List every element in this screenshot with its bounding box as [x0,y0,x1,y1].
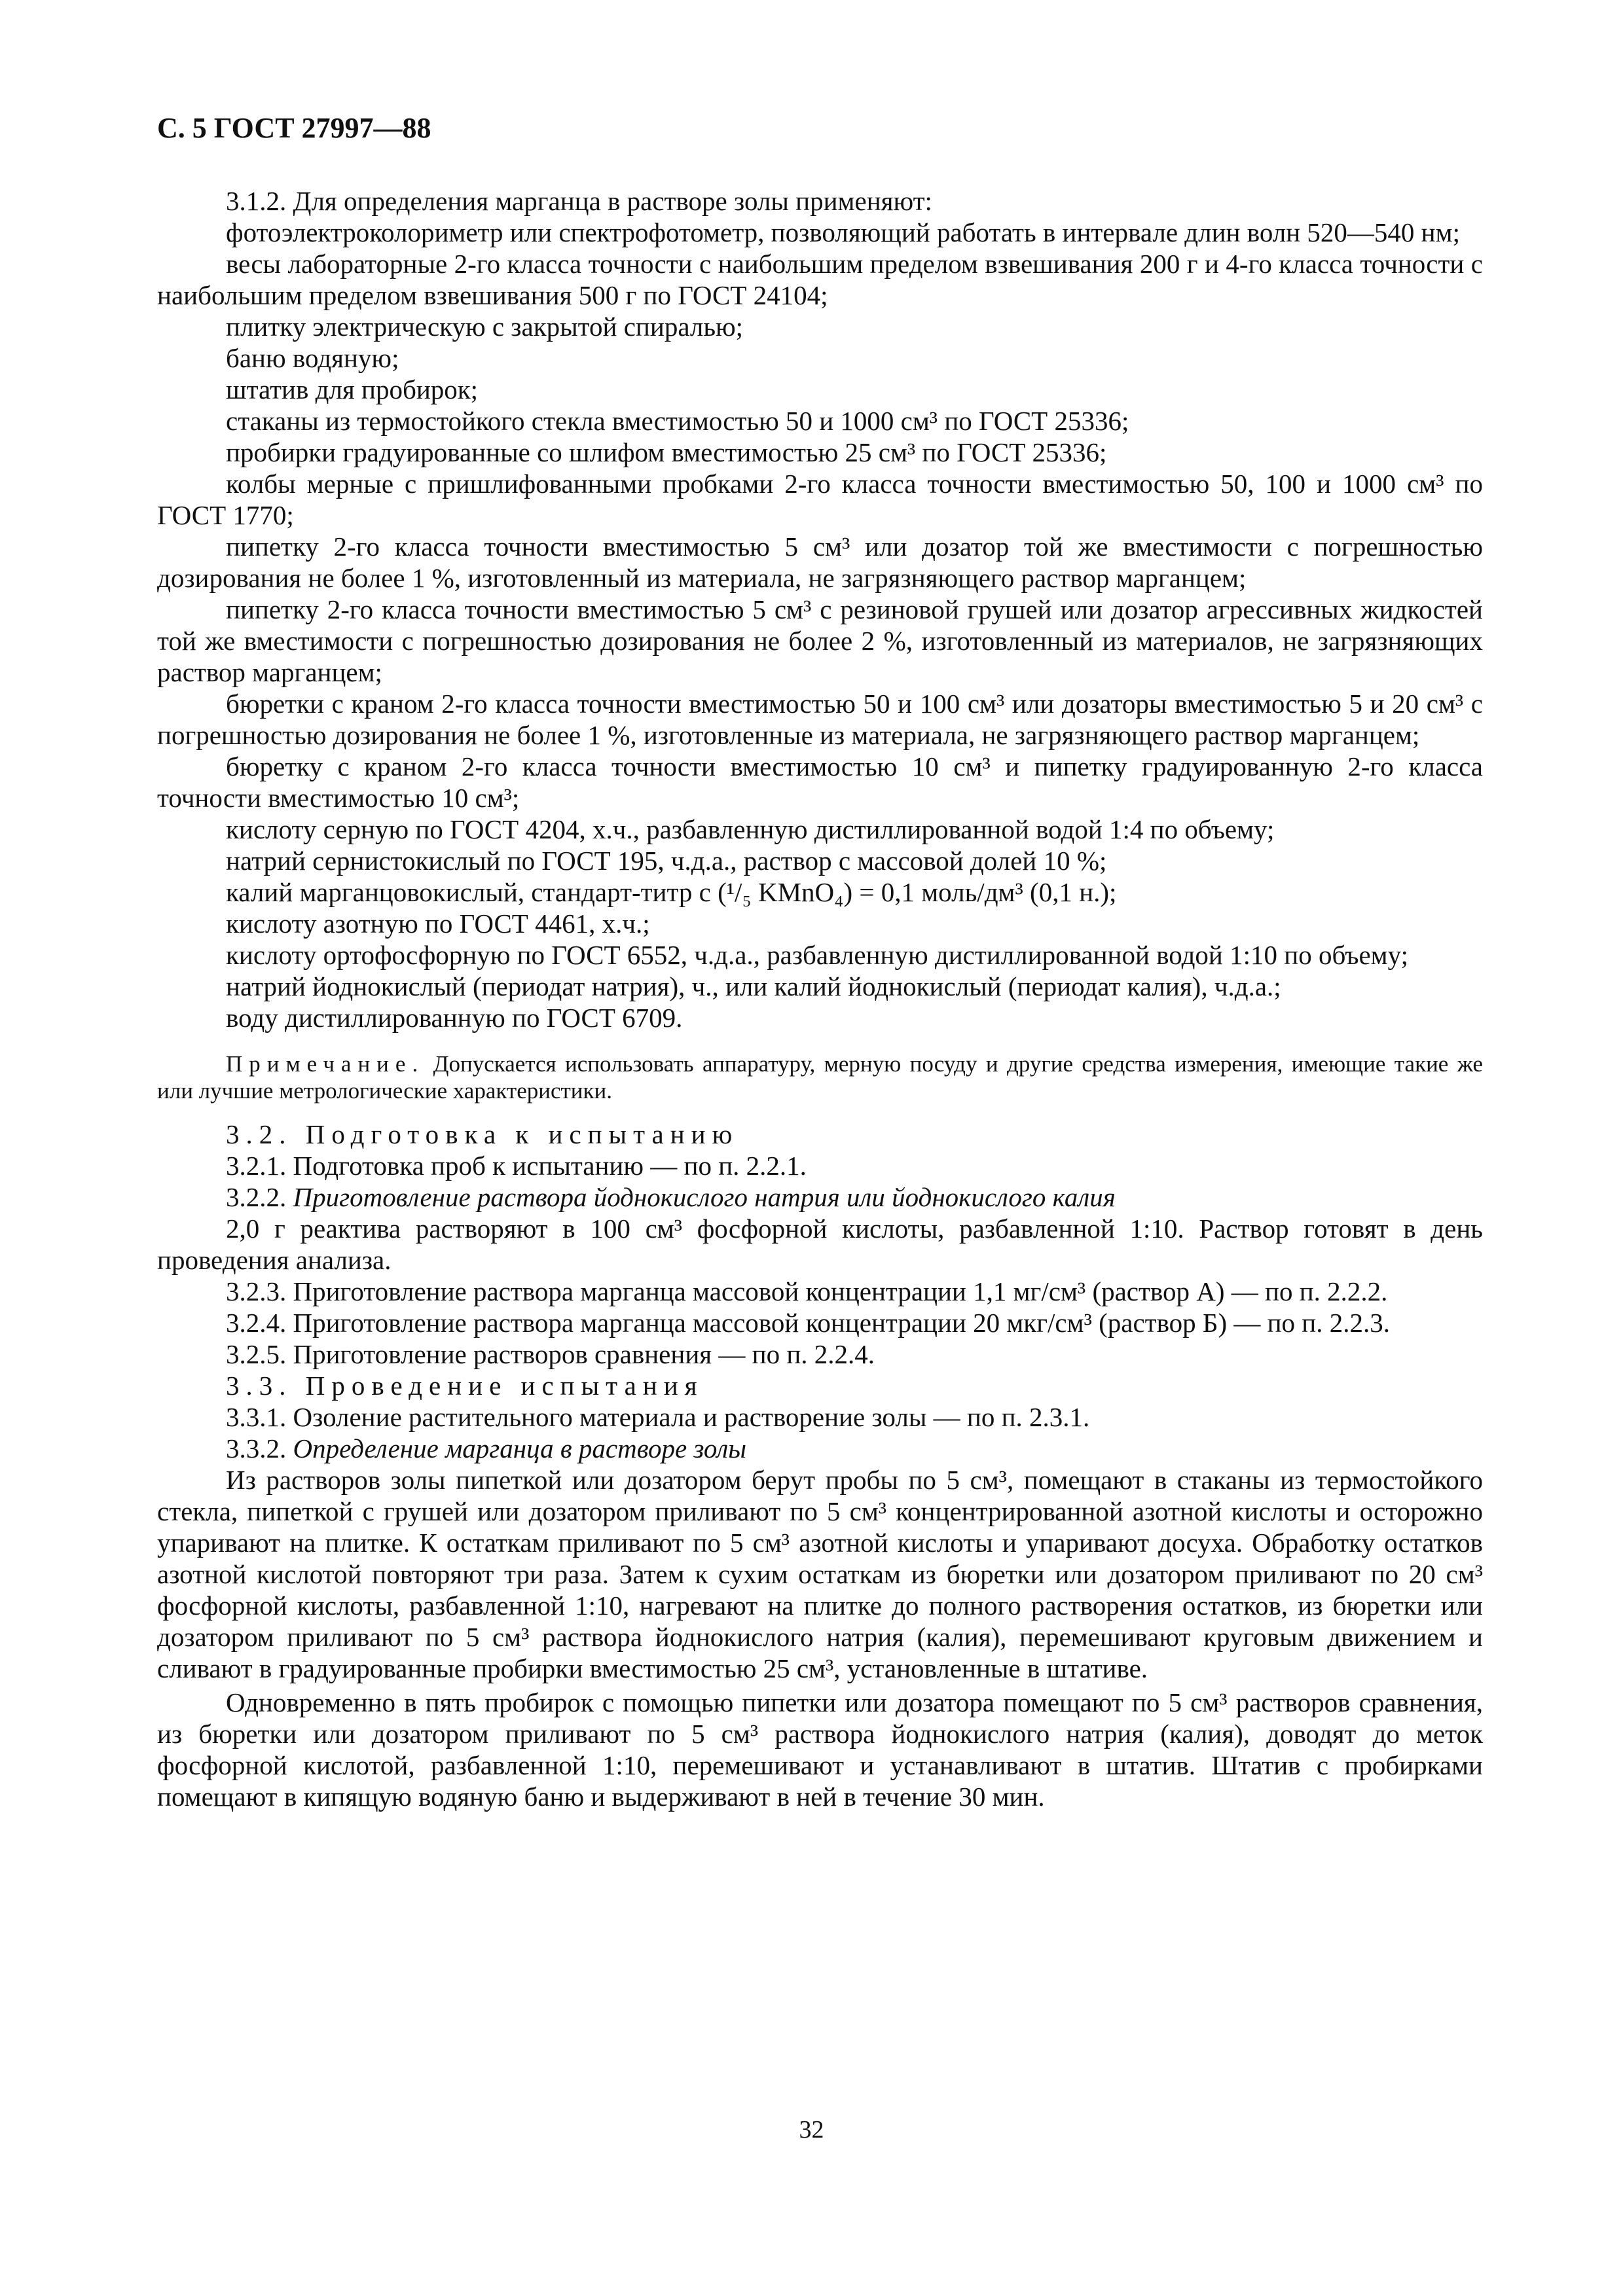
list-item: натрий сернистокислый по ГОСТ 195, ч.д.а., раствор с массовой долей 10 %; [226,846,1107,876]
equipment-list [157,217,1483,1033]
list-item: фотоэлектроколориметр или спектрофотометр, позволяющий работать в интервале длин волн 520—540 нм; [226,217,1460,247]
page-header: С. 5 ГОСТ 27997—88 [157,112,431,144]
paragraph-3-2-4: 3.2.4. Приготовление раствора марганца массовой концентрации 20 мкг/см³ (раствор Б) — по п. 2.2.3. [226,1308,1390,1338]
list-item: натрий йоднокислый (периодат натрия), ч., или калий йоднокислый (периодат калия), ч.д.а.; [226,971,1281,1001]
section-heading [157,1119,1483,1150]
list-item: бюретку с краном 2-го класса точности вместимостью 10 см³ и пипетку градуированную 2-го класса точности вместимостью 10 см³; [157,751,1483,813]
paragraph-3-2-1: 3.2.1. Подготовка проб к испытанию — по п. 2.2.1. [226,1151,807,1181]
paragraph-title: Определение марганца в растворе золы [293,1433,746,1463]
paragraph-3-3-2 [157,1433,1483,1464]
list-item: кислоту ортофосфорную по ГОСТ 6552, ч.д.а., разбавленную дистиллированной водой 1:10 по объему; [226,940,1408,970]
paragraph-3-2-2-body: 2,0 г реактива растворяют в 100 см³ фосфорной кислоты, разбавленной 1:10. Раствор готовят в день проведения анализа. [157,1213,1483,1275]
list-item: стаканы из термостойкого стекла вместимостью 50 и 1000 см³ по ГОСТ 25336; [226,406,1129,436]
list-item: кислоту серную по ГОСТ 4204, х.ч., разбавленную дистиллированной водой 1:4 по объему; [226,814,1275,844]
section-heading [157,1370,1483,1401]
list-item: пипетку 2-го класса точности вместимостью 5 см³ или дозатор той же вместимости с погрешностью дозирования не более 1 %, изготовленный из материала, не загрязняющего раствор марганцем; [157,531,1483,593]
note-text: Допускается использовать аппаратуру, мерную посуду и другие средства измерения, имеющие такие же или лучшие метрологические характеристики. [157,1051,1483,1103]
list-item: калий марганцовокислый, стандарт-титр c (¹/₅ KMnO₄) = 0,1 моль/дм³ (0,1 н.); [226,877,1117,907]
section-3-3-title: 3.3. Проведение испытания [226,1371,704,1401]
paragraph-3-3-1: 3.3.1. Озоление растительного материала и растворение золы — по п. 2.3.1. [226,1402,1090,1432]
list-intro: 3.1.2. Для определения марганца в растворе золы применяют: [226,186,932,216]
list-item: воду дистиллированную по ГОСТ 6709. [226,1003,683,1033]
section-3-2-title: 3.2. Подготовка к испытанию [226,1119,739,1149]
list-item: баню водяную; [226,343,399,373]
paragraph-3-2-5: 3.2.5. Приготовление растворов сравнения — по п. 2.2.4. [226,1339,875,1369]
list-item: пипетку 2-го класса точности вместимостью 5 см³ с резиновой грушей или дозатор агрессивных жидкостей той же вместимости с погрешностью дозирования не более 2 %, изготовленный из материалов, не загрязняющих раствор марганцем; [157,594,1483,687]
list-item: колбы мерные с пришлифованными пробками 2-го класса точности вместимостью 50, 100 и 1000 см³ по ГОСТ 1770; [157,469,1483,530]
list-item: штатив для пробирок; [226,374,479,404]
document-page [157,111,1483,1812]
paragraph-3-2-2 [157,1181,1483,1213]
page-number: 32 [799,2116,824,2144]
paragraph-number: 3.3.2. [226,1433,293,1463]
list-item: пробирки градуированные со шлифом вместимостью 25 см³ по ГОСТ 25336; [226,437,1107,467]
paragraph-3-2-3: 3.2.3. Приготовление раствора марганца массовой концентрации 1,1 мг/см³ (раствор А) — по п. 2.2.2. [226,1276,1388,1306]
paragraph-final: Одновременно в пять пробирок с помощью пипетки или дозатора помещают по 5 см³ растворов сравнения, из бюретки или дозатором приливают по 5 см³ раствора йоднокислого натрия (калия), доводят до меток фосфорной кислотой, разбавленной 1:10, перемешивают и устанавливают в штатив. Штатив с пробирками помещают в кипящую водяную баню и выдерживают в ней в течение 30 мин. [157,1687,1483,1812]
list-item: весы лабораторные 2-го класса точности с наибольшим пределом взвешивания 200 г и 4-го класса точности с наибольшим пределом взвешивания 500 г по ГОСТ 24104; [157,249,1483,310]
note [157,1050,1483,1104]
list-item: плитку электрическую с закрытой спиралью; [226,312,744,342]
list-item: бюретки с краном 2-го класса точности вместимостью 50 и 100 см³ или дозаторы вместимостью 5 и 20 см³ с погрешностью дозирования не более 1 %, изготовленные из материала, не загрязняющего раствор марганцем; [157,689,1483,750]
list-item: кислоту азотную по ГОСТ 4461, х.ч.; [226,908,650,939]
paragraph-3-3-2-body: Из растворов золы пипеткой или дозатором берут пробы по 5 см³, помещают в стаканы из термостойкого стекла, пипеткой с грушей или дозатором приливают по 5 см³ концентрированной азотной кислоты и осторожно упаривают на плитке. К остаткам приливают по 5 см³ азотной кислоты и упаривают досуха. Обработку остатков азотной кислотой повторяют три раза. Затем к сухим остаткам из бюретки или дозатором приливают по 20 см³ фосфорной кислоты, разбавленной 1:10, нагревают на плитке до полного растворения остатков, из бюретки или дозатором приливают по 5 см³ раствора йоднокислого натрия (калия), перемешивают круговым движением и сливают в градуированные пробирки вместимостью 25 см³, установленные в штативе. [157,1465,1483,1683]
note-label: Примечание. [226,1051,425,1077]
paragraph-number: 3.2.2. [226,1182,293,1212]
paragraph-title: Приготовление раствора йоднокислого натрия или йоднокислого калия [293,1182,1116,1212]
